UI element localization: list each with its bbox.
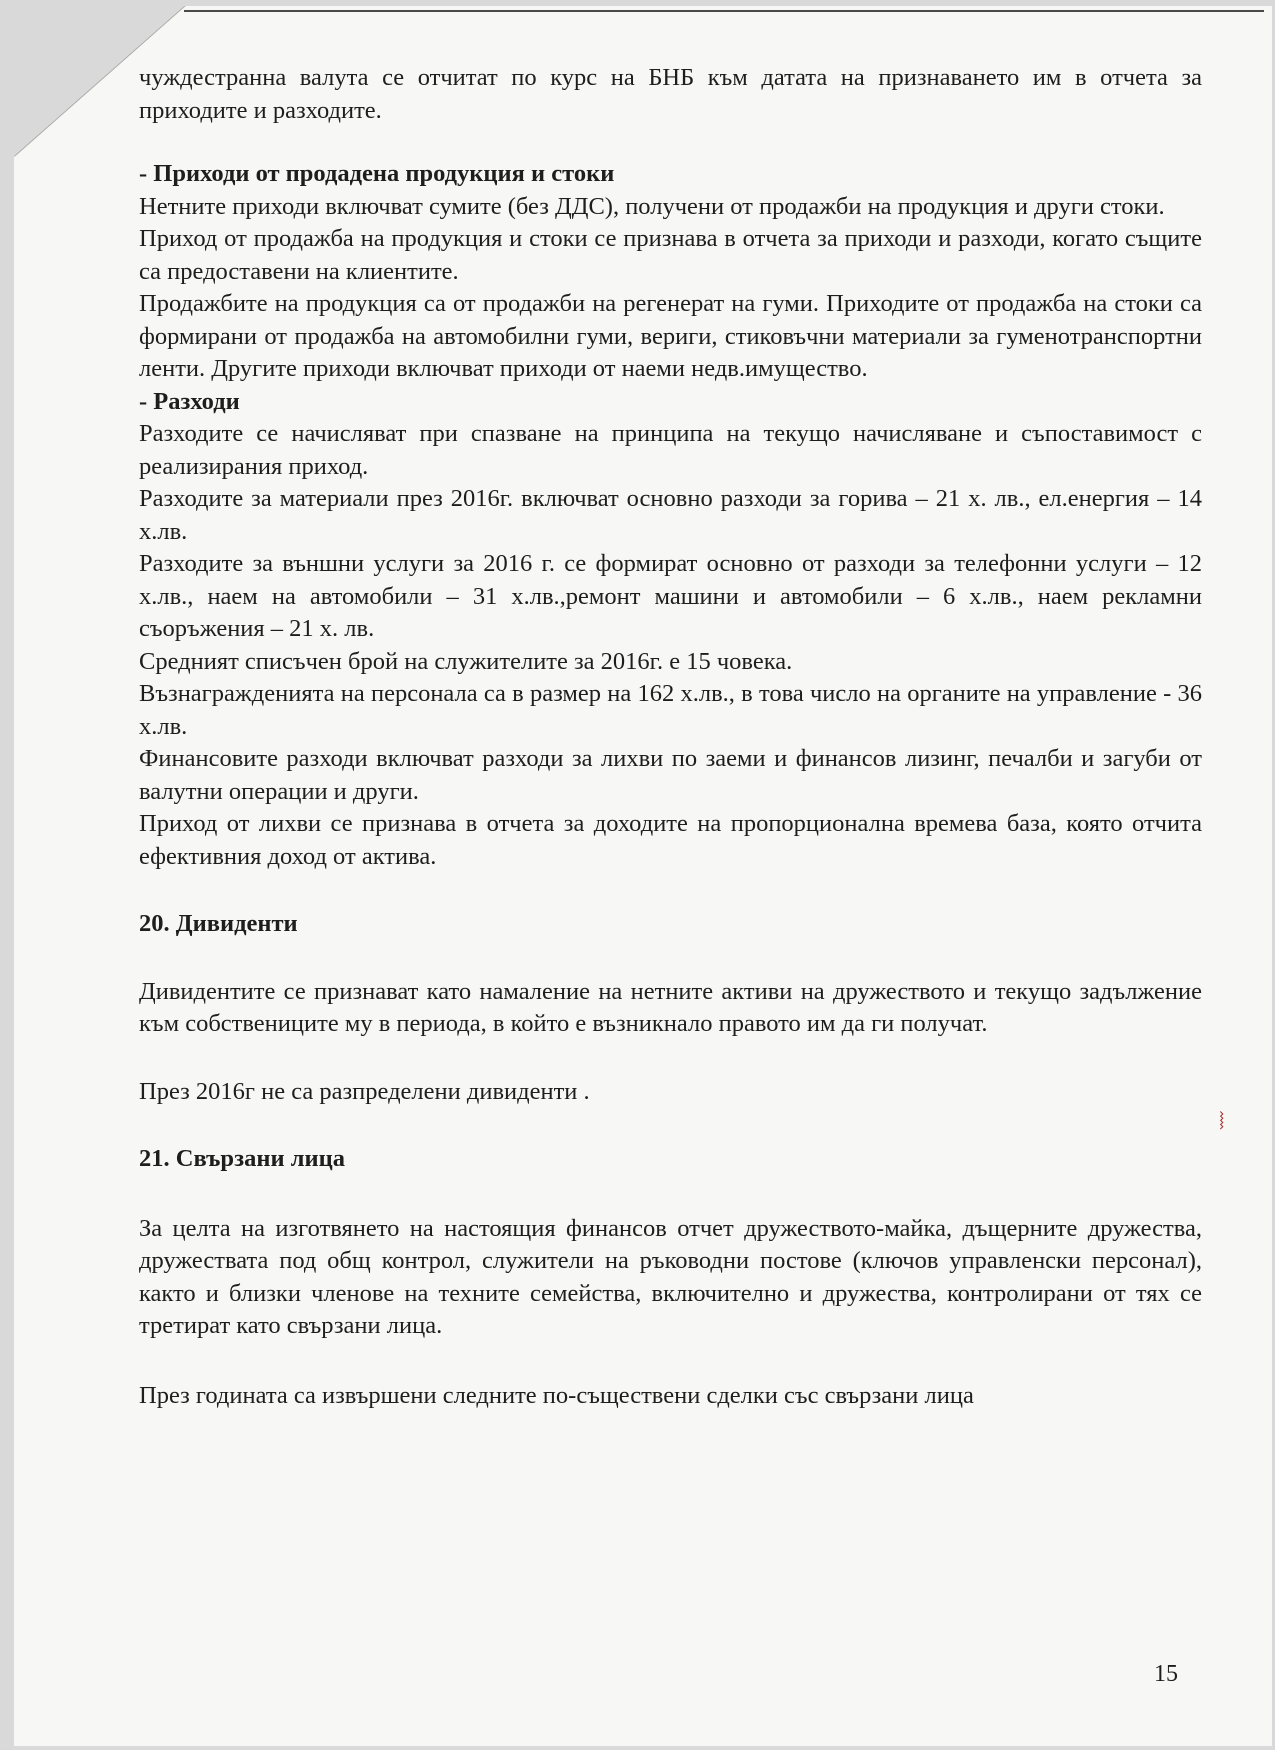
paragraph-currency: чуждестранна валута се отчитат по курс на БНБ към датата на признаването им в отчета за приходите и разходите. xyxy=(139,64,1202,124)
paragraph-external-services: Разходите за външни услуги за 2016 г. се формират основно от разходи за телефонни услуги – 12 х.лв., наем на автомобили – 31 х.лв.,ремонт машини и автомобили – 6 х.лв., наем рекламни съоръжения – 21 х. лв. xyxy=(139,550,1202,642)
page-top-edge xyxy=(184,10,1264,12)
page-content xyxy=(139,62,1202,1412)
heading-dividends: 20. Дивиденти xyxy=(139,910,298,937)
paragraph-related-transactions: През годината са извършени следните по-съществени сделки със свързани лица xyxy=(139,1381,974,1409)
paragraph-headcount: Средният списъчен брой на служителите за 2016г. е 15 човека. xyxy=(139,647,793,675)
scanned-page xyxy=(14,6,1272,1746)
heading-expenses: - Разходи xyxy=(139,387,240,415)
paragraph-net-revenue: Нетните приходи включват сумите (без ДДС), получени от продажби на продукция и други стоки. xyxy=(139,192,1165,220)
paragraph-sales: Продажбите на продукция са от продажби на регенерат на гуми. Приходите от продажба на стоки са формирани от продажба на автомобилни гуми, вериги, стиковъчни материали за гуменотранспортни ленти. Другите приходи включват приходи от наеми недв.имущество. xyxy=(139,290,1202,382)
paragraph-interest-income: Приход от лихви се признава в отчета за доходите на пропорционална времева база, която отчита ефективния доход от актива. xyxy=(139,810,1202,870)
paragraph-related-parties: За целта на изготвянето на настоящия финансов отчет дружеството-майка, дъщерните дружества, дружествата под общ контрол, служители на ръководни постове (ключов управленски персонал), както и близки членове на техните семейства, включително и дружества, контролирани от тях се третират като свързани лица. xyxy=(139,1214,1202,1339)
paragraph-no-dividends: През 2016г не са разпределени дивиденти . xyxy=(139,1077,590,1105)
paragraph-expense-accrual: Разходите се начисляват при спазване на принципа на текущо начисляване и съпоставимост с реализирания приход. xyxy=(139,420,1202,480)
paragraph-financial-expenses: Финансовите разходи включват разходи за лихви по заеми и финансов лизинг, печалби и загуби от валутни операции и други. xyxy=(139,745,1202,805)
paragraph-revenue-recognition: Приход от продажба на продукция и стоки се признава в отчета за приходи и разходи, когато същите са предоставени на клиентите. xyxy=(139,225,1202,285)
paragraph-materials: Разходите за материали през 2016г. включват основно разходи за горива – 21 х. лв., ел.енергия – 14 х.лв. xyxy=(139,485,1202,545)
page-number: 15 xyxy=(1154,1661,1178,1687)
paragraph-dividends: Дивидентите се признават като намаление на нетните активи на дружеството и текущо задължение към собствениците му в периода, в който е възникнало правото им да ги получат. xyxy=(139,977,1202,1037)
pen-mark: ⧘ xyxy=(1219,1106,1225,1135)
heading-revenue: - Приходи от продадена продукция и стоки xyxy=(139,160,615,187)
heading-related-parties: 21. Свързани лица xyxy=(139,1145,345,1172)
paragraph-remuneration: Възнагражденията на персонала са в размер на 162 х.лв., в това число на органите на управление - 36 х.лв. xyxy=(139,680,1202,740)
